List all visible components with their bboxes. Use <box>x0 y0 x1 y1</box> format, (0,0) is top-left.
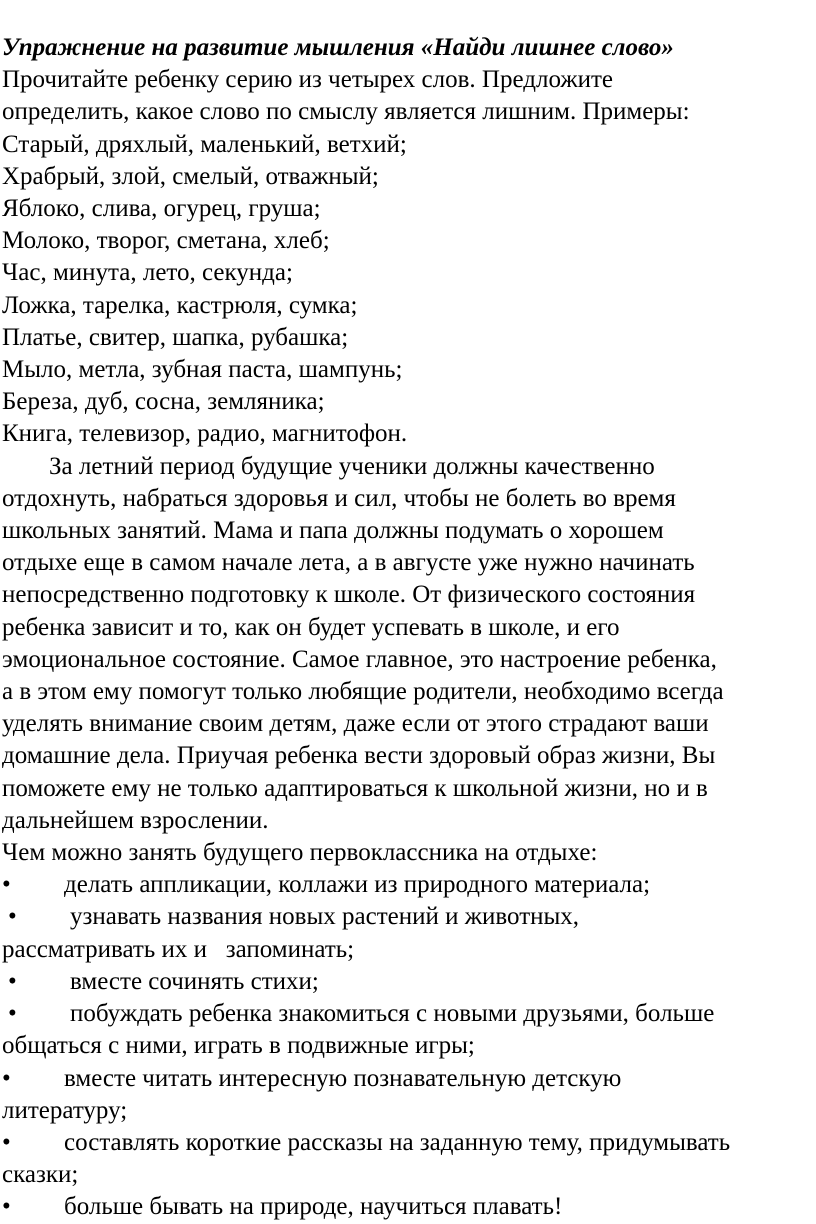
example-item: Платье, свитер, шапка, рубашка; <box>2 323 349 351</box>
example-item: Мыло, метла, зубная паста, шампунь; <box>2 356 403 384</box>
example-item: Старый, дряхлый, маленький, ветхий; <box>2 130 407 158</box>
list-item-text: побуждать ребенка знакомиться с новыми друзьями, больше <box>70 1000 715 1028</box>
bullet-icon: • <box>2 1064 11 1092</box>
example-item: Молоко, творог, сметана, хлеб; <box>2 227 330 255</box>
paragraph-line: За летний период будущие ученики должны качественно <box>49 452 655 480</box>
paragraph-line: домашние дела. Приучая ребенка вести здоровый образ жизни, Вы <box>2 742 716 770</box>
bullet-icon: • <box>2 1193 11 1221</box>
example-item: Ложка, тарелка, кастрюля, сумка; <box>2 291 358 319</box>
list-item-text: узнавать названия новых растений и животных, <box>70 903 580 931</box>
list-item <box>2 998 816 1030</box>
example-item: Храбрый, злой, смелый, отважный; <box>2 162 379 190</box>
list-item-continuation: сказки; <box>2 1161 79 1189</box>
list-item-continuation: рассматривать их и запоминать; <box>2 935 355 963</box>
list-item-text: больше бывать на природе, научиться плавать! <box>64 1193 563 1221</box>
list-item <box>2 1127 816 1159</box>
paragraph-line: поможете ему не только адаптироваться к школьной жизни, но и в <box>2 774 708 802</box>
paragraph-line: отдохнуть, набраться здоровья и сил, чтобы не болеть во время <box>2 484 676 512</box>
list-item-continuation: литературу; <box>2 1096 128 1124</box>
bullet-icon: • <box>8 903 17 931</box>
bullet-icon: • <box>2 1128 11 1156</box>
example-item: Час, минута, лето, секунда; <box>2 259 293 287</box>
paragraph-line: непосредственно подготовку к школе. От физического состояния <box>2 581 696 609</box>
intro-line: определить, какое слово по смыслу является лишним. Примеры: <box>2 98 690 126</box>
paragraph-line: уделять внимание своим детям, даже если от этого страдают ваши <box>2 710 709 738</box>
paragraph-line: ребенка зависит и то, как он будет успевать в школе, и его <box>2 613 620 641</box>
example-item: Яблоко, слива, огурец, груша; <box>2 195 321 223</box>
example-item: Книга, телевизор, радио, магнитофон. <box>2 420 408 448</box>
summer-paragraph <box>2 451 816 837</box>
bullet-icon: • <box>8 967 17 995</box>
bullet-icon: • <box>2 871 11 899</box>
list-item-continuation: общаться с ними, играть в подвижные игры; <box>2 1032 475 1060</box>
intro-line: Прочитайте ребенку серию из четырех слов. Предложите <box>2 66 613 94</box>
bullet-icon: • <box>8 1000 17 1028</box>
list-item <box>2 869 816 901</box>
list-item <box>2 901 816 933</box>
examples-list <box>2 129 816 451</box>
list-item <box>2 1063 816 1095</box>
paragraph-line: школьных занятий. Мама и папа должны подумать о хорошем <box>2 517 664 545</box>
paragraph-line: а в этом ему помогут только любящие родители, необходимо всегда <box>2 678 724 706</box>
list-item-text: делать аппликации, коллажи из природного материала; <box>64 871 651 899</box>
paragraph-line: дальнейшем взрослении. <box>2 806 269 834</box>
list-item-text: вместе сочинять стихи; <box>70 967 319 995</box>
exercise-title: Упражнение на развитие мышления «Найди лишнее слово» <box>2 34 674 61</box>
list-item <box>2 966 816 998</box>
list-item-text: составлять короткие рассказы на заданную тему, придумывать <box>64 1128 731 1156</box>
activities-heading: Чем можно занять будущего первоклассника на отдыхе: <box>2 839 598 867</box>
paragraph-line: отдыхе еще в самом начале лета, а в августе уже нужно начинать <box>2 549 695 577</box>
list-item <box>2 1191 816 1223</box>
paragraph-line: эмоциональное состояние. Самое главное, это настроение ребенка, <box>2 645 717 673</box>
list-item-text: вместе читать интересную познавательную детскую <box>64 1064 622 1092</box>
activities-list <box>2 869 816 1223</box>
example-item: Береза, дуб, сосна, земляника; <box>2 388 325 416</box>
